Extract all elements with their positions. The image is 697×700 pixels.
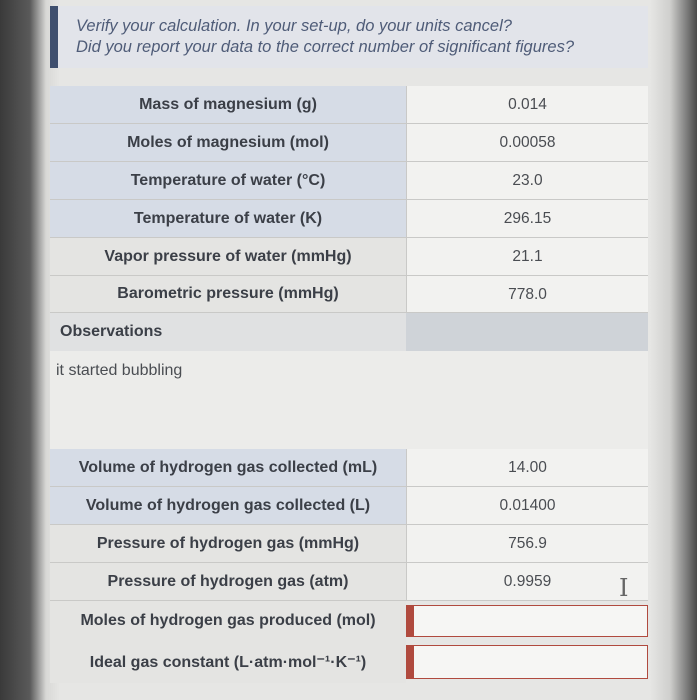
table-row [50,449,648,487]
row-label: Moles of hydrogen gas produced (mol) [50,601,406,641]
table-row [50,487,648,525]
row-value[interactable]: 23.0 [406,162,648,199]
row-value[interactable]: 0.014 [406,86,648,123]
row-label: Pressure of hydrogen gas (mmHg) [50,525,406,562]
row-label: Temperature of water (K) [50,200,406,237]
table-row [50,86,648,124]
row-label: Mass of magnesium (g) [50,86,406,123]
table-row [50,276,648,313]
observations-header [50,313,648,351]
table-row [50,200,648,238]
banner-line-1: Verify your calculation. In your set-up, do your units cancel? [76,17,512,35]
row-value[interactable]: 0.9959 [406,563,648,600]
row-value[interactable]: 21.1 [406,238,648,275]
row-label: Moles of magnesium (mol) [50,124,406,161]
table-row [50,601,648,641]
observations-text-area[interactable] [50,351,648,449]
row-label: Volume of hydrogen gas collected (L) [50,487,406,524]
table-row [50,525,648,563]
table-row [50,641,648,683]
gas-constant-input[interactable] [406,645,648,679]
table-row [50,162,648,200]
row-value[interactable]: 756.9 [406,525,648,562]
row-label: Volume of hydrogen gas collected (mL) [50,449,406,486]
table-row [50,238,648,276]
row-value[interactable]: 0.01400 [406,487,648,524]
row-label: Ideal gas constant (L·atm·mol⁻¹·K⁻¹) [50,641,406,683]
banner-line-2: Did you report your data to the correct number of significant figures? [76,38,575,56]
row-value[interactable]: 778.0 [406,276,648,312]
table-row [50,563,648,601]
row-value[interactable]: 296.15 [406,200,648,237]
observations-text: it started bubbling [56,362,183,379]
moles-hydrogen-input[interactable] [406,605,648,637]
row-label: Barometric pressure (mmHg) [50,276,406,312]
observations-heading: Observations [50,313,406,351]
instruction-banner [50,6,648,68]
text-cursor-icon: I [619,574,629,602]
row-value[interactable]: 0.00058 [406,124,648,161]
row-label: Temperature of water (°C) [50,162,406,199]
row-label: Vapor pressure of water (mmHg) [50,238,406,275]
row-label: Pressure of hydrogen gas (atm) [50,563,406,600]
observations-header-blank [406,313,648,351]
table-row [50,124,648,162]
row-value[interactable]: 14.00 [406,449,648,486]
